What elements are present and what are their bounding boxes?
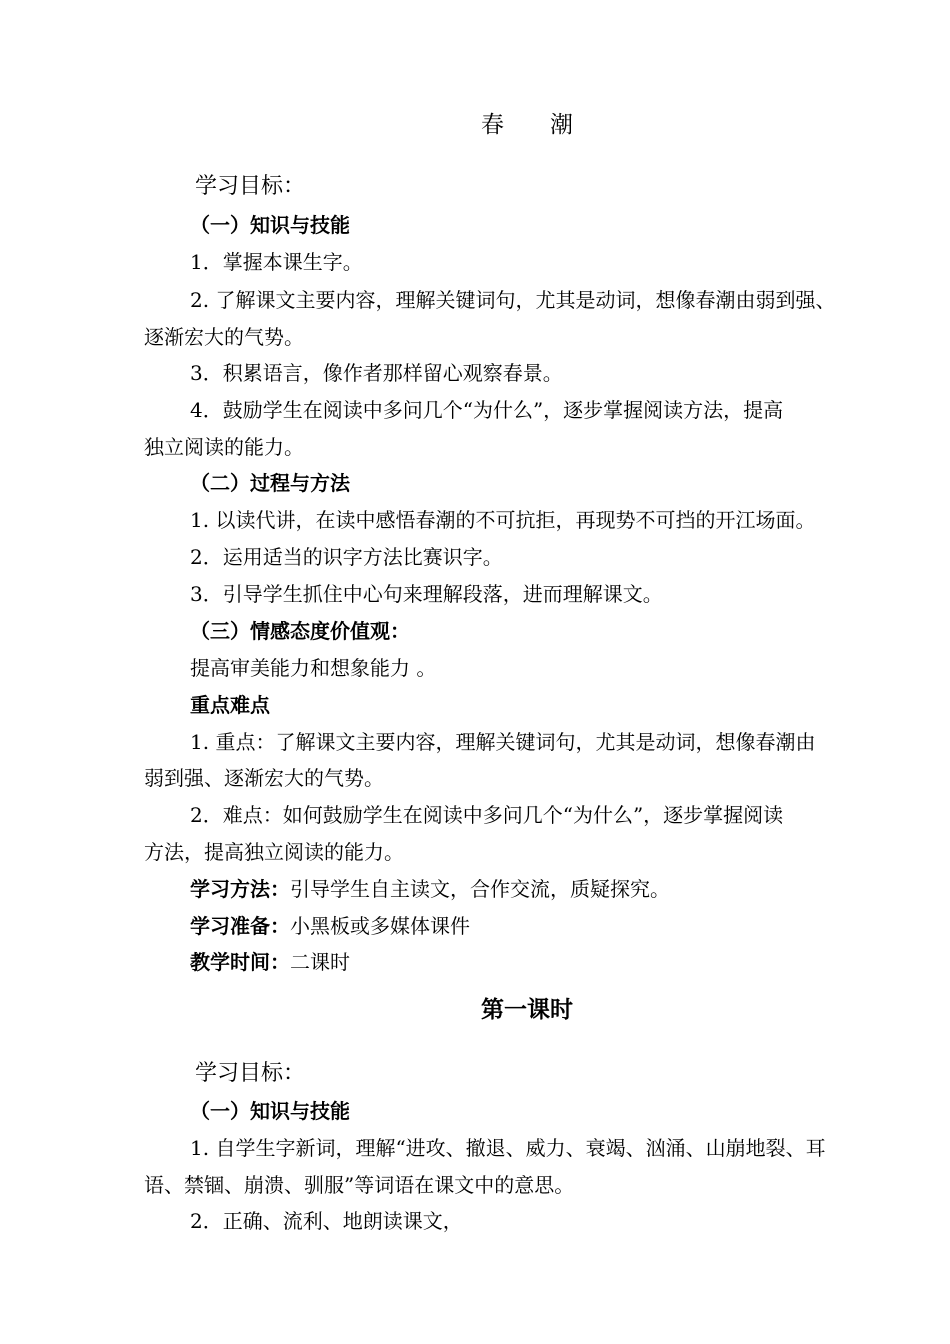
process-item-2: 2．运用适当的识字方法比赛识字。 (190, 545, 503, 569)
attitude-item-1: 提高审美能力和想象能力 。 (190, 656, 437, 680)
section-knowledge-heading: （一）知识与技能 (190, 213, 350, 237)
lesson-1-objectives-heading: 学习目标： (195, 1061, 306, 1086)
process-item-1: 1. 以读代讲，在读中感悟春潮的不可抗拒，再现势不可挡的开江场面。 (190, 508, 816, 532)
lesson-1-item-1-line-1: 1. 自学生字新词，理解“进攻、撤退、威力、衰竭、汹涌、山崩地裂、耳 (190, 1136, 826, 1160)
objectives-heading: 学习目标： (195, 174, 306, 199)
knowledge-item-2-line-2: 逐渐宏大的气势。 (144, 325, 304, 349)
knowledge-item-4-line-1: 4．鼓励学生在阅读中多问几个“为什么”，逐步掌握阅读方法，提高 (190, 398, 784, 422)
process-item-3: 3．引导学生抓住中心句来理解段落，进而理解课文。 (190, 582, 663, 606)
key-point-2-line-2: 方法，提高独立阅读的能力。 (144, 840, 404, 864)
knowledge-item-3: 3．积累语言，像作者那样留心观察春景。 (190, 361, 563, 385)
key-point-1-line-2: 弱到强、逐渐宏大的气势。 (144, 766, 384, 790)
method-line (190, 877, 670, 901)
method-label: 学习方法： (190, 877, 290, 901)
preparation-label: 学习准备： (190, 914, 290, 938)
lesson-1-item-2: 2．正确、流利、地朗读课文， (190, 1209, 463, 1233)
teaching-time-value: 二课时 (290, 950, 350, 974)
knowledge-item-2-line-1: 2. 了解课文主要内容，理解关键词句，尤其是动词，想像春潮由弱到强、 (190, 288, 836, 312)
lesson-1-knowledge-heading: （一）知识与技能 (190, 1099, 350, 1123)
preparation-line (190, 914, 470, 938)
section-process-heading: （二）过程与方法 (190, 471, 350, 495)
key-points-heading: 重点难点 (190, 693, 270, 717)
preparation-value: 小黑板或多媒体课件 (290, 914, 470, 938)
knowledge-item-1: 1．掌握本课生字。 (190, 250, 363, 274)
teaching-time-label: 教学时间： (190, 950, 290, 974)
lesson-1-item-1-line-2: 语、禁锢、崩溃、驯服”等词语在课文中的意思。 (144, 1173, 575, 1197)
lesson-1-title: 第一课时 (481, 997, 573, 1023)
section-attitude-heading: （三）情感态度价值观： (190, 619, 410, 643)
teaching-time-line (190, 950, 350, 974)
key-point-1-line-1: 1. 重点：了解课文主要内容，理解关键词句，尤其是动词，想像春潮由 (190, 730, 816, 754)
method-value: 引导学生自主读文，合作交流，质疑探究。 (290, 877, 670, 901)
document-title: 春 潮 (481, 112, 573, 138)
knowledge-item-4-line-2: 独立阅读的能力。 (144, 435, 304, 459)
key-point-2-line-1: 2．难点：如何鼓励学生在阅读中多问几个“为什么”，逐步掌握阅读 (190, 803, 784, 827)
